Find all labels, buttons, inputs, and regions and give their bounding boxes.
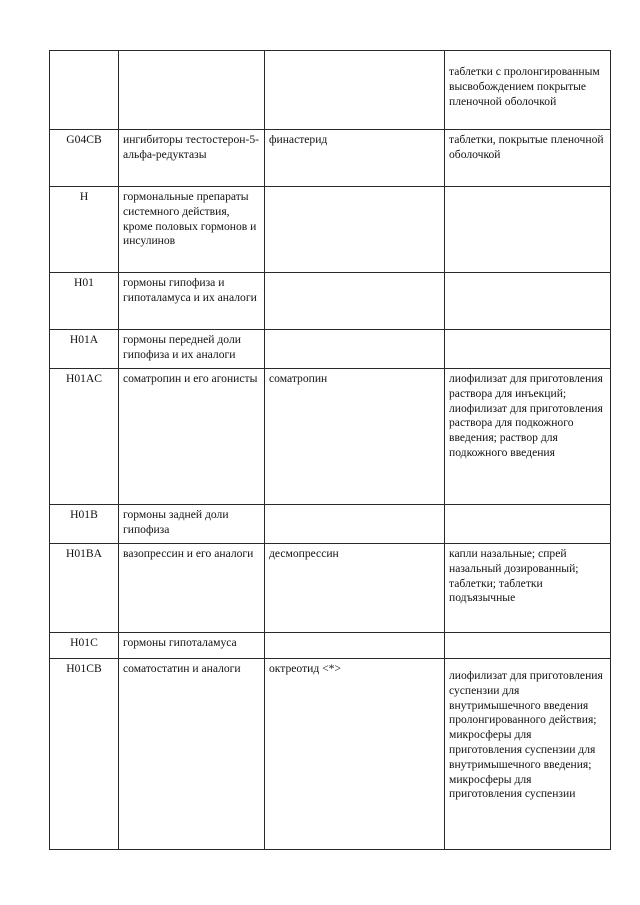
table-row xyxy=(50,633,611,659)
drug-name: соматропин xyxy=(265,369,445,505)
drug-name xyxy=(265,187,445,273)
dosage-form: капли назальные; спрей назальный дозированный; таблетки; таблетки подъязычные xyxy=(445,544,611,633)
dosage-form: таблетки, покрытые пленочной оболочкой xyxy=(445,130,611,187)
dosage-form xyxy=(445,633,611,659)
table-row xyxy=(50,659,611,850)
dosage-form: лиофилизат для приготовления раствора для инъекций; лиофилизат для приготовления раствора для подкожного введения; раствор для подкожного введения xyxy=(445,369,611,505)
drug-name: октреотид <*> xyxy=(265,659,445,850)
table-row xyxy=(50,130,611,187)
atc-code: H01AC xyxy=(50,369,119,505)
table-row xyxy=(50,273,611,330)
group-name: соматропин и его агонисты xyxy=(119,369,265,505)
group-name: гормоны гипофиза и гипоталамуса и их аналоги xyxy=(119,273,265,330)
atc-code xyxy=(50,51,119,130)
atc-code: H01B xyxy=(50,505,119,544)
table-row xyxy=(50,51,611,130)
group-name: гормоны гипоталамуса xyxy=(119,633,265,659)
group-name: ингибиторы тестостерон-5-альфа-редуктазы xyxy=(119,130,265,187)
dosage-form: таблетки с пролонгированным высвобождением покрытые пленочной оболочкой xyxy=(445,51,611,130)
atc-code: G04CB xyxy=(50,130,119,187)
group-name: гормоны передней доли гипофиза и их аналоги xyxy=(119,330,265,369)
dosage-form xyxy=(445,187,611,273)
dosage-form xyxy=(445,330,611,369)
atc-code: H01BA xyxy=(50,544,119,633)
dosage-form: лиофилизат для приготовления суспензии для внутримышечного введения пролонгированного действия; микросферы для приготовления суспензии для внутримышечного введения; микросферы для приготовления суспензии xyxy=(445,659,611,850)
drug-name xyxy=(265,273,445,330)
group-name xyxy=(119,51,265,130)
atc-code: H01 xyxy=(50,273,119,330)
dosage-form xyxy=(445,505,611,544)
table-row xyxy=(50,330,611,369)
table-row xyxy=(50,505,611,544)
atc-code: H01C xyxy=(50,633,119,659)
atc-code: H xyxy=(50,187,119,273)
drug-table xyxy=(49,50,611,850)
drug-name: финастерид xyxy=(265,130,445,187)
drug-name xyxy=(265,633,445,659)
table-row xyxy=(50,544,611,633)
atc-code: H01A xyxy=(50,330,119,369)
group-name: вазопрессин и его аналоги xyxy=(119,544,265,633)
atc-code: H01CB xyxy=(50,659,119,850)
drug-name xyxy=(265,51,445,130)
table-row xyxy=(50,187,611,273)
drug-name xyxy=(265,505,445,544)
group-name: соматостатин и аналоги xyxy=(119,659,265,850)
group-name: гормоны задней доли гипофиза xyxy=(119,505,265,544)
drug-name: десмопрессин xyxy=(265,544,445,633)
table-row xyxy=(50,369,611,505)
drug-name xyxy=(265,330,445,369)
group-name: гормональные препараты системного действия, кроме половых гормонов и инсулинов xyxy=(119,187,265,273)
dosage-form xyxy=(445,273,611,330)
